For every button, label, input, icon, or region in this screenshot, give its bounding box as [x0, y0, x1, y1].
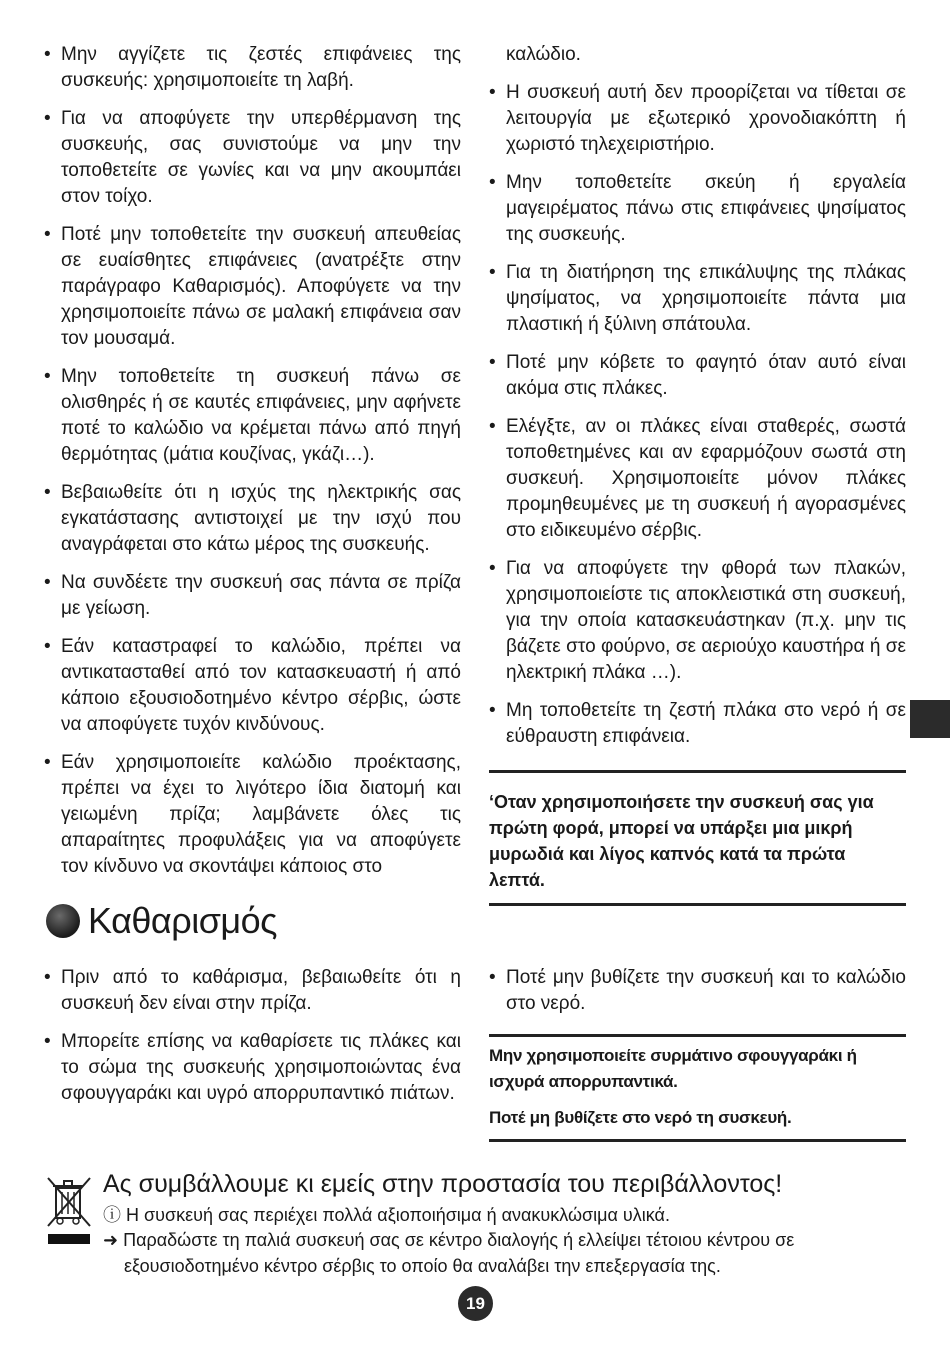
list-item: • Να συνδέετε την συσκευή σας πάντα σε πρίζα με γείωση.: [44, 570, 461, 622]
environment-line-1: [103, 1202, 670, 1228]
list-item: • Εάν καταστραφεί το καλώδιο, πρέπει να αντικατασταθεί από τον κατασκευαστή ή από κάποιο εξουσιοδοτημένο κέντρο σέρβις, ώστε να αποφύγετε τυχόν κινδύνους.: [44, 634, 461, 738]
list-item: • Για να αποφύγετε την φθορά των πλακών, χρησιμοποιείστε τις αποκλειστικά στη συσκευή, για την οποία κατασκευάστηκαν (π.χ. μην τις βάζετε στο φούρνο, σε αεριούχο καυστήρα ή σε ηλεκτρική πλάκα …).: [489, 556, 906, 686]
weee-bar: [48, 1234, 90, 1244]
right-column-safety: [489, 42, 906, 762]
cleaning-warning-notice: [489, 1034, 906, 1142]
left-column-safety: [44, 42, 461, 892]
cleaning-right-column: [489, 965, 906, 1029]
list-item: • Μην τοποθετείτε σκεύη ή εργαλεία μαγειρέματος πάνω στις επιφάνειες ψησίματος της συσκευής.: [489, 170, 906, 248]
section-tab-marker: [910, 700, 950, 738]
cleaning-left-column: [44, 965, 461, 1119]
warning-text-2: Ποτέ μη βυθίζετε στο νερό τη συσκευή.: [489, 1108, 792, 1127]
continued-text: καλώδιο.: [506, 44, 581, 65]
list-item: • Για τη διατήρηση της επικάλυψης της πλάκας ψησίματος, να χρησιμοποιείτε πάντα μια πλαστική ή ξύλινη σπάτουλα.: [489, 260, 906, 338]
list-item: • Η συσκευή αυτή δεν προορίζεται να τίθεται σε λειτουργία με εξωτερικό χρονοδιακόπτη ή χωριστό τηλεχειριστήριο.: [489, 80, 906, 158]
list-item: • Μην αγγίζετε τις ζεστές επιφάνειες της συσκευής: χρησιμοποιείτε τη λαβή.: [44, 42, 461, 94]
warning-text-1: Μην χρησιμοποιείτε συρμάτινο σφουγγαράκι ή ισχυρά απορρυπαντικά.: [489, 1046, 857, 1091]
list-item: • Πριν από το καθάρισμα, βεβαιωθείτε ότι η συσκευή δεν είναι στην πρίζα.: [44, 965, 461, 1017]
list-item: • Ποτέ μην κόβετε το φαγητό όταν αυτό είναι ακόμα στις πλάκες.: [489, 350, 906, 402]
environment-line-3: εξουσιοδοτημένο κέντρο σέρβις το οποίο θα αναλάβει την επεξεργασία της.: [124, 1256, 721, 1276]
arrow-right-icon: ➜: [103, 1230, 119, 1250]
round-bullet-icon: [46, 904, 80, 938]
info-icon: ⓘ: [103, 1205, 121, 1225]
notice-text: ‘Οταν χρησιμοποιήσετε την συσκευή σας για πρώτη φορά, μπορεί να υπάρξει μια μικρή μυρωδιά και λίγος καπνός κατά τα πρώτα λεπτά.: [489, 792, 874, 890]
list-item: • Μη τοποθετείτε τη ζεστή πλάκα στο νερό ή σε εύθραυστη επιφάνεια.: [489, 698, 906, 750]
environment-text-2: Παραδώστε τη παλιά συσκευή σας σε κέντρο διαλογής ή ελλείψει τέτοιου κέντρου σε: [123, 1230, 795, 1250]
page-number: 19: [458, 1286, 493, 1321]
environment-title: Ας συμβάλλουμε κι εμείς στην προστασία του περιβάλλοντος!: [103, 1170, 783, 1198]
section-title: [46, 900, 277, 942]
environment-text-1: Η συσκευή σας περιέχει πολλά αξιοποιήσιμα ή ανακυκλώσιμα υλικά.: [126, 1205, 670, 1225]
environment-line-2: [103, 1227, 794, 1253]
list-item: • Εάν χρησιμοποιείτε καλώδιο προέκτασης, πρέπει να έχει το λιγότερο ίδια διατομή και γειωμένη πρίζα; λαμβάνετε όλες τις απαραίτητες προφυλάξεις για να αποφύγετε τον κίνδυνο να σκοντάψει κάποιος στο: [44, 750, 461, 880]
list-item: • Ποτέ μην βυθίζετε την συσκευή και το καλώδιο στο νερό.: [489, 965, 906, 1017]
list-item: • Μπορείτε επίσης να καθαρίσετε τις πλάκες και το σώμα της συσκευής χρησιμοποιώντας ένα σφουγγαράκι και υγρό απορρυπαντικό πιάτων.: [44, 1029, 461, 1107]
list-item: • Για να αποφύγετε την υπερθέρμανση της συσκευής, σας συνιστούμε να μην την τοποθετείτε σε γωνίες και να μην ακουμπάει στον τοίχο.: [44, 106, 461, 210]
list-item: • Ελέγξτε, αν οι πλάκες είναι σταθερές, σωστά τοποθετημένες και αν εφαρμόζουν σωστά στη συσκευή. Χρησιμοποιείτε μόνον πλάκες προμηθευμένες με τη συσκευή ή αγορασμένες στο ειδικευμένο σέρβις.: [489, 414, 906, 544]
list-item: • Ποτέ μην τοποθετείτε την συσκευή απευθείας σε ευαίσθητες επιφάνειες (ανατρέξτε στην παράγραφο Καθαρισμός). Αποφύγετε να την χρησιμοποιείτε πάνω σε μαλακή επιφάνεια σαν τον μουσαμά.: [44, 222, 461, 352]
list-item: • Μην τοποθετείτε τη συσκευή πάνω σε ολισθηρές ή σε καυτές επιφάνειες, μην αφήνετε ποτέ το καλώδιο να κρέμεται πάνω από πηγή θερμότητας (μάτια κουζίνας, γκάζι…).: [44, 364, 461, 468]
crossed-out-bin-icon: [44, 1174, 94, 1228]
first-use-notice: [489, 770, 906, 906]
list-item: • Βεβαιωθείτε ότι η ισχύς της ηλεκτρικής σας εγκατάστασης αντιστοιχεί με την ισχύ που αναγράφεται στο κάτω μέρος της συσκευής.: [44, 480, 461, 558]
page-title: Καθαρισμός: [88, 900, 278, 941]
